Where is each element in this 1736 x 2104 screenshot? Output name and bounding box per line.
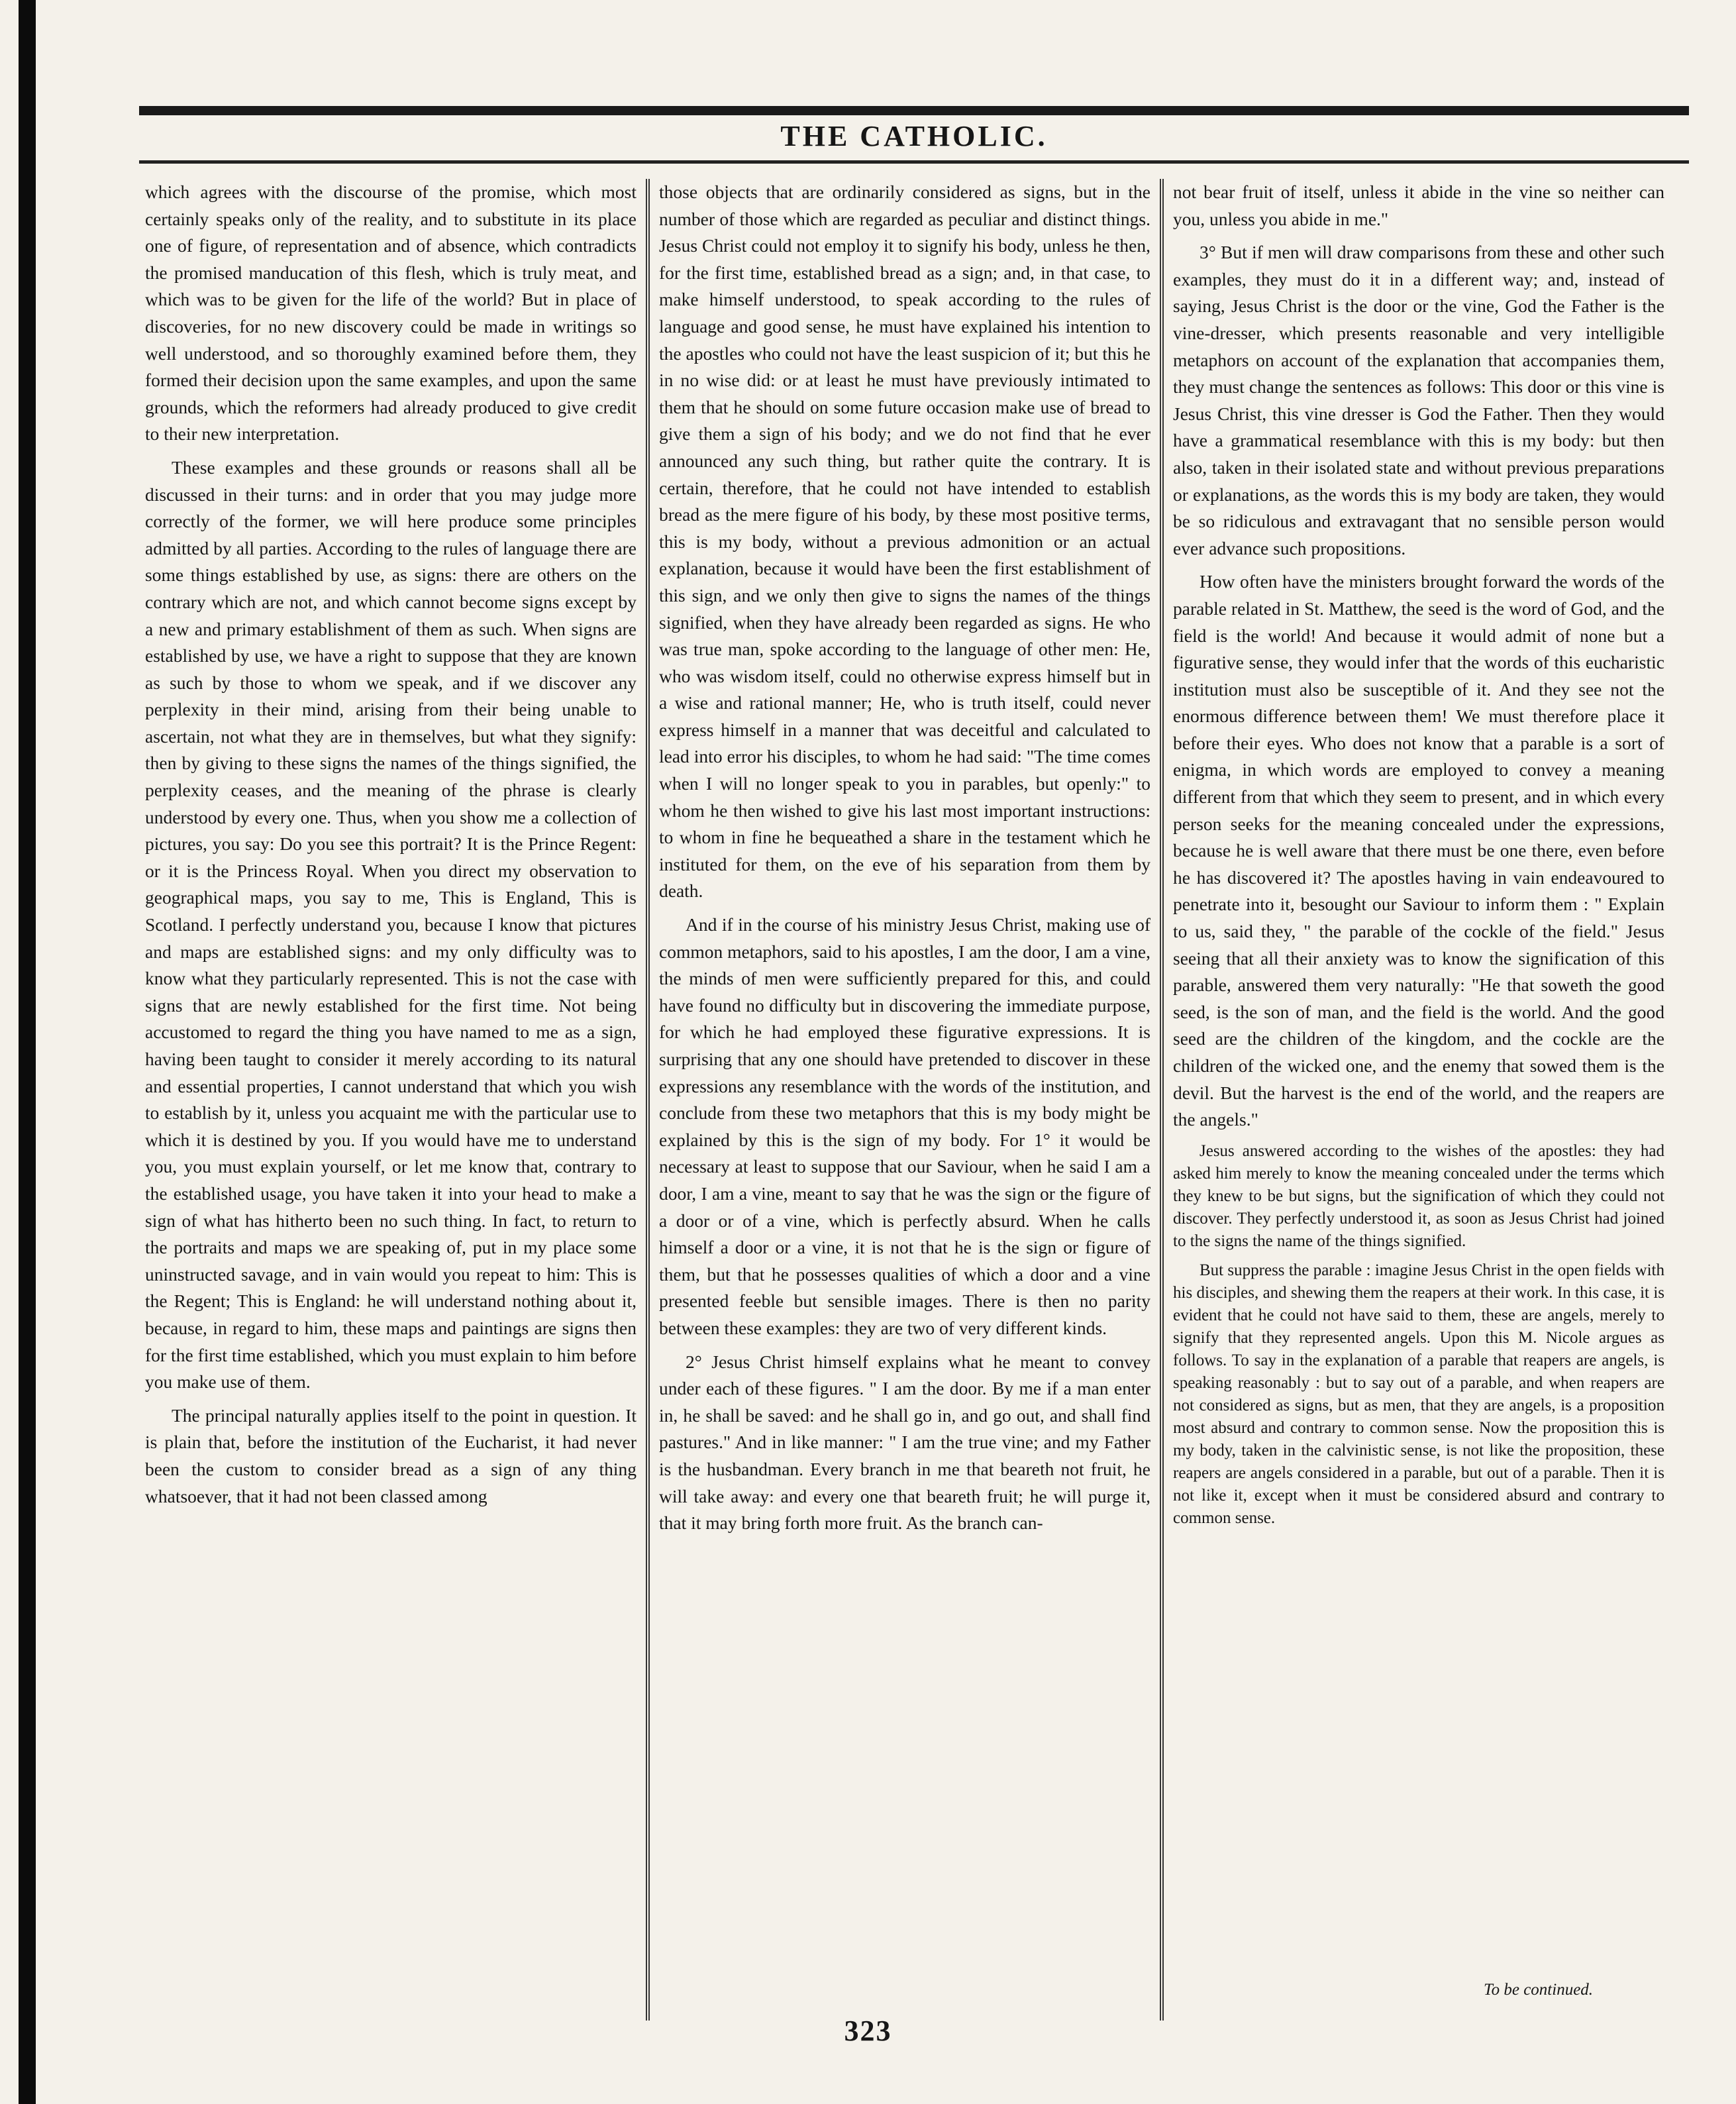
header-rule-top xyxy=(139,106,1689,115)
paragraph: those objects that are ordinarily considered as signs, but in the number of those which are regarded as peculiar and distinct things. Jesus Christ could not employ it to signify his body, unless he then, for the first time, established bread as a sign; and, in that case, to make himself understood, to speak according to the rules of language and good sense, he must have explained his intention to the apostles who could not have the least suspicion of it; but this he in no wise did: or at least he must have previously intimated to them that he should on some future occasion make use of bread to give them a sign of his body; and we do not find that he ever announced any such thing, but rather quite the contrary. It is certain, therefore, that he could not have intended to establish bread as the mere figure of his body, by these most positive terms, this is my body, without a previous admonition or an actual explanation, because it would have been the first establishment of this sign, and we only then give to signs the names of the things signified, when they have already been regarded as signs. He who was true man, spoke according to the language of other men: He, who was wisdom itself, could no otherwise express himself but in a wise and rational manner; He, who is truth itself, could never express himself in a manner that was deceitful and calculated to lead into error his disciples, to whom he had said: "The time comes when I will no longer speak to you in parables, but openly:" to whom he then wished to give his last most important instructions: to whom in fine he bequeathed a share in the testament which he instituted for them, on the eve of his separation from them by death. xyxy=(659,182,1150,902)
paragraph: But suppress the parable : imagine Jesus Christ in the open fields with his disciples, and shewing them the reapers at their work. In this case, it is evident that he could not have said to them, these are angels, merely to signify that they represented angels. Upon this M. Nicole argues as follows. To say in the explanation of a parable that reapers are angels, is speaking reasonably : but to say out of a parable, and when reapers are not considered as signs, but as men, that they are angels, is a proposition most absurd and contrary to common sense. Now the proposition this is my body, taken in the calvinistic sense, is not like the proposition, these reapers are angels considered in a parable, but out of a parable. Then it is not like it, except when it must be considered absurd and contrary to common sense. xyxy=(1173,1261,1664,1527)
paragraph: 2° Jesus Christ himself explains what he meant to convey under each of these figures. " I am the door. By me if a man enter in, he shall be saved: and he shall go in, and go out, and shall find pastures." And in like manner: " I am the true vine; and my Father is the husbandman. Every branch in me that beareth not fruit, he will take away: and every one that beareth fruit; he will purge it, that it may bring forth more fruit. As the branch can- xyxy=(659,1351,1150,1534)
continued-note: To be continued. xyxy=(1484,1981,1594,1999)
paragraph: Jesus answered according to the wishes of the apostles: they had asked him merely to know the meaning concealed under the terms which they knew to be but signs, but the signification of which they could not discover. They perfectly understood it, as soon as Jesus Christ had joined to the signs the name of the things signified. xyxy=(1173,1141,1664,1250)
paragraph: And if in the course of his ministry Jesus Christ, making use of common metaphors, said to his apostles, I am the door, I am a vine, the minds of men were sufficiently prepared for this, and could have found no difficulty but in discovering the immediate purpose, for which he had employed these figurative expressions. It is surprising that any one should have pretended to discover in these expressions any resemblance with the words of the institution, and conclude from these two metaphors that this is my body might be explained by this is the sign of my body. For 1° it would be necessary at least to suppose that our Saviour, when he said I am a door, I am a vine, meant to say that he was the sign or the figure of a door or of a vine, which is perfectly absurd. When he calls himself a door or a vine, it is not that he is the sign or figure of them, but that he possesses qualities of which a door and a vine presented feeble but sensible images. There is then no parity between these examples: they are two of very different kinds. xyxy=(659,914,1151,1338)
paragraph: The principal naturally applies itself to the point in question. It is plain that, before the institution of the Eucharist, it had never been the custom to consider bread as a sign of any thing whatsoever, that it had not been classed among xyxy=(145,1404,637,1506)
page-title: THE CATHOLIC. xyxy=(780,120,1048,152)
text-columns xyxy=(136,179,1689,2021)
column-2 xyxy=(650,179,1160,2021)
column-1 xyxy=(136,179,646,2021)
column-3 xyxy=(1164,179,1674,2021)
paragraph: How often have the ministers brought forward the words of the parable related in St. Matthew, the seed is the word of God, and the field is the world! And because it would admit of none but a figurative sense, they would infer that the words of this eucharistic institution must also be susceptible of it. And they see not the enormous difference between them! We must therefore place it before their eyes. Who does not know that a parable is a sort of enigma, in which words are employed to convey a meaning different from that which they seem to present, and in which every person seeks for the meaning concealed under the expressions, because he is well aware that there must be one there, even before he has discovered it? The apostles having in vain endeavoured to penetrate into it, besought our Saviour to inform them : " Explain to us, said they, " the parable of the cockle of the field." Jesus seeing that all their anxiety was to know the signification of this parable, answered them very naturally: "He that soweth the good seed, is the son of man, and the field is the world. And the good seed are the children of the kingdom, and the cockle are the children of the wicked one, and the enemy that sowed them is the devil. But the harvest is the end of the world, and the reapers are the angels." xyxy=(1173,571,1664,1130)
header-rule-bottom xyxy=(139,160,1689,164)
paragraph: 3° But if men will draw comparisons from these and other such examples, they must do it in a different way; and, instead of saying, Jesus Christ is the door or the vine, God the Father is the vine-dresser, which presents reasonable and very intelligible metaphors on account of the explanation that accompanies them, they must change the sentences as follows: This door or this vine is Jesus Christ, this vine dresser is God the Father. Then they would have a grammatical resemblance with this is my body: but then also, taken in their isolated state and without previous preparations or explanations, as the words this is my body are taken, they would be so ridiculous and extravagant that no sensible person would ever advance such propositions. xyxy=(1173,242,1664,558)
paragraph: not bear fruit of itself, unless it abide in the vine so neither can you, unless you abide in me." xyxy=(1173,182,1664,229)
paragraph: These examples and these grounds or reasons shall all be discussed in their turns: and in order that you may judge more correctly of the former, we will here produce some principles admitted by all parties. According to the rules of language there are some things established by use, as signs: there are others on the contrary which are not, and which cannot become signs except by a new and primary establishment of them as such. When signs are established by use, we have a right to suppose that they are known as such by those to whom we speak, and if we discover any perplexity in their mind, arising from their being unable to ascertain, not what they are in themselves, but what they signify: then by giving to these signs the names of the things signified, the perplexity ceases, and the meaning of the phrase is clearly understood by every one. Thus, when you show me a collection of pictures, you say: Do you see this portrait? It is the Prince Regent: or it is the Princess Royal. When you direct my observation to geographical maps, you say to me, This is England, This is Scotland. I perfectly understand you, because I know that pictures and maps are established signs: and my only difficulty was to know what they particularly represented. This is not the case with signs that are newly established for the first time. Not being accustomed to regard the thing you have named to me as a sign, having been taught to consider it merely according to its natural and essential properties, I cannot understand that which you wish to establish by it, unless you acquaint me with the particular use to which it is destined by you. If you would have me to understand you, you must explain yourself, or let me know that, contrary to the established usage, you have taken it into your head to make a sign of what has hitherto been no such thing. In fact, to return to the portraits and maps we are speaking of, put in my place some uninstructed savage, and in vain would you repeat to him: This is the Regent; This is England: he will understand nothing about it, because, in regard to him, these maps and paintings are signs then for the first time established, which you must explain to him before you make use of them. xyxy=(145,456,637,1393)
page-number: 323 xyxy=(844,2015,892,2047)
paragraph: which agrees with the discourse of the promise, which most certainly speaks only of the reality, and to substitute in its place one of figure, of representation and of absence, which contradicts the promised manducation of this flesh, which is truly meat, and which was to be given for the life of the world? But in place of discoveries, for no new discovery could be made in writings so well understood, and so thoroughly examined before them, they formed their decision upon the same examples, and upon the same grounds, which the reformers had already produced to give credit to their new interpretation. xyxy=(145,182,637,445)
page-edge-shadow xyxy=(19,0,36,2104)
